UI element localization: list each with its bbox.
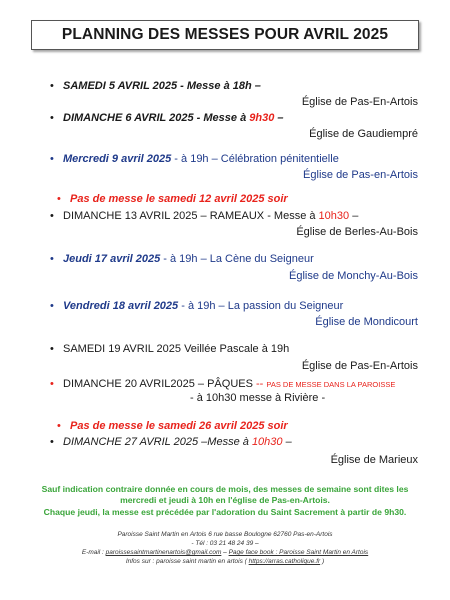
entry-2-time: 9h30 xyxy=(249,112,275,124)
entry-6 xyxy=(63,300,343,313)
entry-4-after: – xyxy=(349,210,359,222)
entry-9-time: 10h30 xyxy=(251,436,283,448)
bullet: • xyxy=(57,420,61,432)
bullet: • xyxy=(50,210,54,222)
footer-info xyxy=(0,558,450,566)
entry-5-date: Jeudi 17 avril 2025 xyxy=(63,253,161,265)
entry-5 xyxy=(63,253,314,266)
entry-5-church: Église de Monchy-Au-Bois xyxy=(288,270,418,282)
entry-2 xyxy=(63,112,284,125)
footer-address: Paroisse Saint Martin en Artois 6 rue basse Boulogne 62760 Pas-en-Artois xyxy=(117,531,333,538)
page-title: PLANNING DES MESSES POUR AVRIL 2025 xyxy=(31,20,419,50)
weekday-notice-line-2: mercredi et jeudi à 10h en l'église de Pas-en-Artois. xyxy=(120,495,330,505)
no-mass-notice-2: Pas de messe le samedi 26 avril 2025 soir xyxy=(70,420,288,432)
entry-4-church: Église de Berles-Au-Bois xyxy=(296,226,418,238)
entry-3 xyxy=(63,153,339,166)
entry-8-no-mass: PAS DE MESSE DANS LA PAROISSE xyxy=(266,380,396,389)
email-sep: – xyxy=(221,549,229,556)
entry-9-church: Église de Marieux xyxy=(330,454,418,466)
bullet: • xyxy=(50,153,54,165)
weekday-notice-line-3: Chaque jeudi, la messe est précédée par l'adoration du Saint Sacrement à partir de 9h30. xyxy=(43,507,407,517)
entry-8-sub: - à 10h30 messe à Rivière - xyxy=(190,392,326,404)
footer-contact xyxy=(0,549,450,557)
bullet: • xyxy=(50,378,54,390)
entry-8-dash: -- xyxy=(252,378,267,390)
weekday-notice-line-1: Sauf indication contraire donnée en cours de mois, des messes de semaine sont dites les xyxy=(41,484,409,494)
bullet: • xyxy=(50,300,54,312)
entry-4-date: DIMANCHE 13 AVRIL 2025 – RAMEAUX - Messe à xyxy=(63,210,319,222)
entry-3-rest: - à 19h – Célébration pénitentielle xyxy=(171,153,339,165)
bullet: • xyxy=(50,80,54,92)
info-end: ) xyxy=(320,558,325,565)
entry-5-rest: - à 19h – La Cène du Seigneur xyxy=(160,253,314,265)
entry-8-date: DIMANCHE 20 AVRIL2025 – PÂQUES xyxy=(63,378,253,390)
info-link[interactable]: https://arras.catholique.fr xyxy=(248,558,321,565)
entry-6-church: Église de Mondicourt xyxy=(315,316,418,328)
entry-9-date: DIMANCHE 27 AVRIL 2025 –Messe à xyxy=(63,436,252,448)
entry-7-church: Église de Pas-En-Artois xyxy=(301,360,418,372)
entry-2-date: DIMANCHE 6 AVRIL 2025 - Messe à xyxy=(63,112,250,124)
entry-8 xyxy=(63,378,395,391)
bullet: • xyxy=(50,253,54,265)
entry-3-date: Mercredi 9 avril 2025 xyxy=(63,153,172,165)
bullet: • xyxy=(57,193,61,205)
entry-1-date: SAMEDI 5 AVRIL 2025 - Messe à 18h – xyxy=(63,80,261,92)
entry-6-date: Vendredi 18 avril 2025 xyxy=(63,300,179,312)
entry-1-church: Église de Pas-En-Artois xyxy=(301,96,418,108)
entry-2-church: Église de Gaudiempré xyxy=(309,128,418,140)
footer-phone: - Tél : 03 21 48 24 39 – xyxy=(191,540,259,547)
bullet: • xyxy=(50,436,54,448)
email-label: E-mail : xyxy=(81,549,106,556)
entry-2-after: – xyxy=(274,112,284,124)
entry-4 xyxy=(63,210,358,223)
bullet: • xyxy=(50,112,54,124)
email-link[interactable]: paroissesaintmartinenartois@gmail.com xyxy=(105,549,222,556)
entry-3-church: Église de Pas-en-Artois xyxy=(303,169,418,181)
entry-6-rest: - à 19h – La passion du Seigneur xyxy=(178,300,344,312)
bullet: • xyxy=(50,343,54,355)
entry-9 xyxy=(63,436,292,449)
entry-7-date: SAMEDI 19 AVRIL 2025 Veillée Pascale à 19h xyxy=(63,343,290,355)
no-mass-notice-1: Pas de messe le samedi 12 avril 2025 soir xyxy=(70,193,288,205)
facebook-link[interactable]: Page face book : Paroisse Saint Martin en Artois xyxy=(228,549,369,556)
entry-9-after: – xyxy=(282,436,292,448)
entry-4-time: 10h30 xyxy=(318,210,350,222)
info-label: Infos sur : paroisse saint martin en artois ( xyxy=(125,558,249,565)
